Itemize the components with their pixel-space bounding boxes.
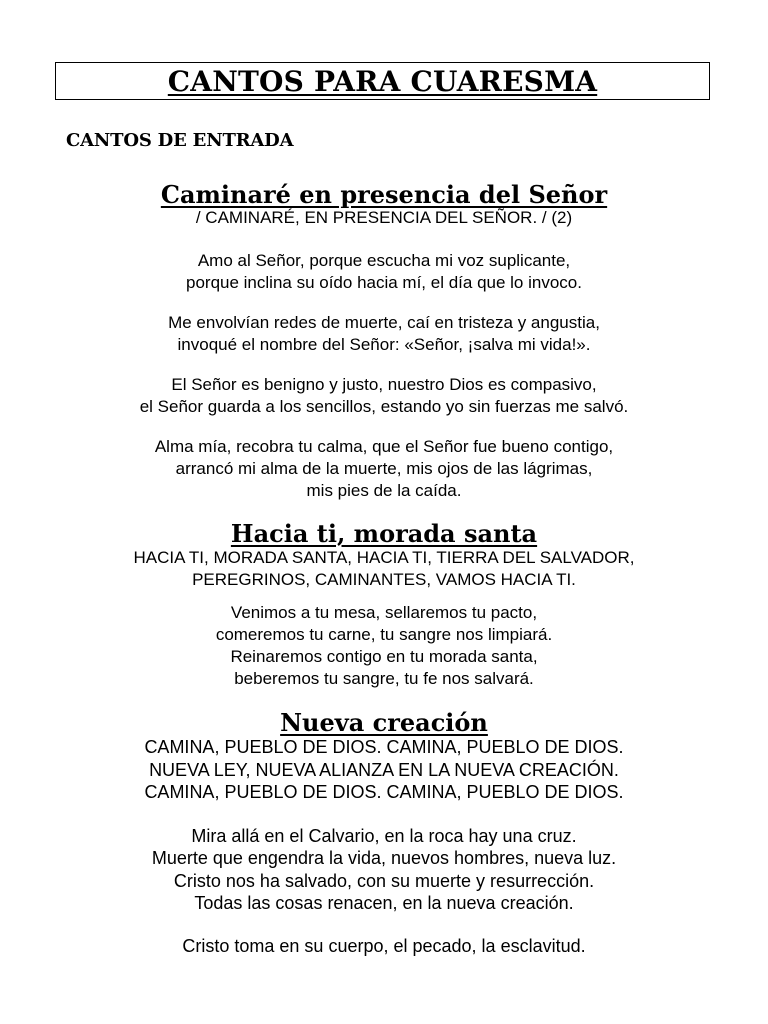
song-title: Nueva creación bbox=[280, 708, 488, 737]
verse-line: Reinaremos contigo en tu morada santa, bbox=[230, 647, 538, 666]
title-box bbox=[55, 62, 710, 100]
verse-line: porque inclina su oído hacia mí, el día que lo invoco. bbox=[186, 273, 582, 292]
verse-line: Mira allá en el Calvario, en la roca hay una cruz. bbox=[191, 825, 577, 846]
chorus-line: CAMINA, PUEBLO DE DIOS. CAMINA, PUEBLO DE DIOS. bbox=[144, 737, 624, 757]
verse-line: Amo al Señor, porque escucha mi voz suplicante, bbox=[197, 251, 571, 270]
song-hacia-ti bbox=[0, 519, 768, 690]
song-title: Caminaré en presencia del Señor bbox=[160, 180, 608, 209]
verse-line: Me envolvían redes de muerte, caí en tristeza y angustia, bbox=[168, 313, 600, 332]
verse-line: Todas las cosas renacen, en la nueva creación. bbox=[194, 893, 574, 913]
section-heading: CANTOS DE ENTRADA bbox=[66, 130, 294, 151]
chorus-line: NUEVA LEY, NUEVA ALIANZA EN LA NUEVA CREACIÓN. bbox=[149, 759, 619, 780]
verse-line: comeremos tu carne, tu sangre nos limpiará. bbox=[215, 625, 553, 644]
verse-line: arrancó mi alma de la muerte, mis ojos de las lágrimas, bbox=[175, 459, 593, 478]
chorus-line: / CAMINARÉ, EN PRESENCIA DEL SEÑOR. / (2) bbox=[195, 208, 573, 227]
chorus-line: CAMINA, PUEBLO DE DIOS. CAMINA, PUEBLO DE DIOS. bbox=[144, 782, 624, 802]
verse-line: Cristo toma en su cuerpo, el pecado, la esclavitud. bbox=[182, 935, 586, 956]
song-nueva-creacion bbox=[0, 708, 768, 957]
verse-line: beberemos tu sangre, tu fe nos salvará. bbox=[234, 669, 534, 688]
verse-line: Venimos a tu mesa, sellaremos tu pacto, bbox=[230, 603, 538, 622]
chorus-line: PEREGRINOS, CAMINANTES, VAMOS HACIA TI. bbox=[192, 570, 576, 589]
song-title: Hacia ti, morada santa bbox=[230, 519, 538, 548]
verse-line: mis pies de la caída. bbox=[306, 481, 462, 500]
verse-line: Muerte que engendra la vida, nuevos hombres, nueva luz. bbox=[151, 848, 617, 868]
verse-line: El Señor es benigno y justo, nuestro Dios es compasivo, bbox=[171, 375, 597, 394]
verse-line: Alma mía, recobra tu calma, que el Señor fue bueno contigo, bbox=[154, 437, 614, 456]
chorus-line: HACIA TI, MORADA SANTA, HACIA TI, TIERRA DEL SALVADOR, bbox=[133, 548, 635, 567]
verse-line: el Señor guarda a los sencillos, estando yo sin fuerzas me salvó. bbox=[139, 397, 629, 416]
song-caminare bbox=[0, 180, 768, 502]
verse-line: invoqué el nombre del Señor: «Señor, ¡salva mi vida!». bbox=[177, 335, 591, 354]
verse-line: Cristo nos ha salvado, con su muerte y resurrección. bbox=[173, 870, 595, 891]
document-title: CANTOS PARA CUARESMA bbox=[167, 65, 598, 98]
